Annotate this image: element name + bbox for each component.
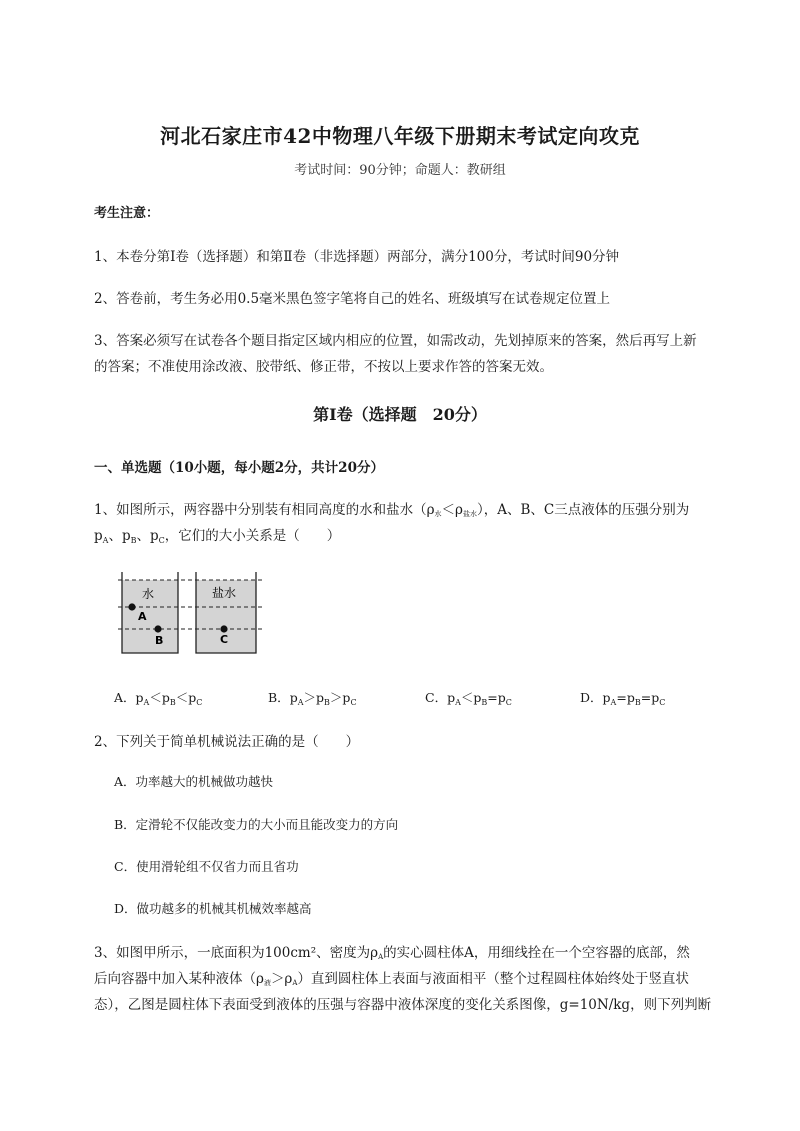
water-label: 水: [141, 587, 155, 601]
q2-stem: 2、下列关于简单机械说法正确的是（ ）: [94, 734, 360, 750]
q2-option-d[interactable]: D．做功越多的机械其机械效率越高: [114, 901, 312, 916]
rho-salt-sub: 盐水: [462, 510, 477, 518]
q1-option-c[interactable]: C．$p_A<p_B=p_C$: [425, 690, 512, 707]
page-title: 河北石家庄市42中物理八年级下册期末考试定向攻克: [160, 124, 640, 148]
section-title: 第I卷（选择题 20分）: [313, 405, 487, 424]
containers-figure: [118, 570, 266, 660]
part-heading: 一、单选题（10小题，每小题2分，共计20分）: [94, 460, 384, 476]
q3-stem-line2: 后向容器中加入某种液体（ρ液＞ρA）直到圆柱体上表面与液面相平（整个过程圆柱体始终处于竖直状: [94, 971, 689, 987]
point-a-label: A: [138, 610, 147, 623]
q1-stem-line2: $p_A$、$p_B$、$p_C$，它们的大小关系是（ ）: [94, 528, 341, 545]
notice-heading: 考生注意：: [94, 206, 160, 221]
q3-stem-line3: 态），乙图是圆柱体下表面受到液体的压强与容器中液体深度的变化关系图像，g=10N/kg，则下列判断: [94, 997, 712, 1013]
point-c: [220, 625, 227, 632]
exam-subtitle: 考试时间：90分钟；命题人：教研组: [294, 163, 506, 178]
notice-item-2: 2、答卷前，考生务必用0.5毫米黑色签字笔将自己的姓名、班级填写在试卷规定位置上: [94, 291, 611, 307]
point-c-label: C: [220, 633, 229, 646]
q1-option-b[interactable]: B．$p_A>p_B>p_C$: [268, 690, 357, 707]
q2-option-c[interactable]: C．使用滑轮组不仅省力而且省功: [114, 859, 299, 874]
rho-water-sub: 水: [434, 510, 442, 518]
q2-option-a[interactable]: A．功率越大的机械做功越快: [114, 774, 274, 789]
q2-option-b[interactable]: B．定滑轮不仅能改变力的大小而且能改变力的方向: [114, 817, 399, 832]
q1-stem-line1: 1、如图所示，两容器中分别装有相同高度的水和盐水（ρ水＜ρ盐水），A、B、C三点液体的压强分别为: [94, 502, 690, 518]
notice-item-3-line1: 3、答案必须写在试卷各个题目指定区域内相应的位置，如需改动，先划掉原来的答案，然后再写上新: [94, 333, 697, 349]
point-b-label: B: [155, 634, 164, 647]
saltwater-label: 盐水: [211, 586, 237, 600]
q3-stem-line1: 3、如图甲所示，一底面积为100cm²、密度为ρA的实心圆柱体A，用细线拴在一个空容器的底部，然: [94, 945, 690, 961]
point-a: [128, 603, 135, 610]
notice-item-3-line2: 的答案；不准使用涂改液、胶带纸、修正带，不按以上要求作答的答案无效。: [94, 359, 553, 375]
point-b: [154, 625, 161, 632]
notice-item-1: 1、本卷分第I卷（选择题）和第Ⅱ卷（非选择题）两部分，满分100分，考试时间90分钟: [94, 249, 620, 265]
q1-option-a[interactable]: A．$p_A<p_B<p_C$: [114, 690, 203, 707]
q1-option-d[interactable]: D．$p_A=p_B=p_C$: [580, 690, 666, 707]
